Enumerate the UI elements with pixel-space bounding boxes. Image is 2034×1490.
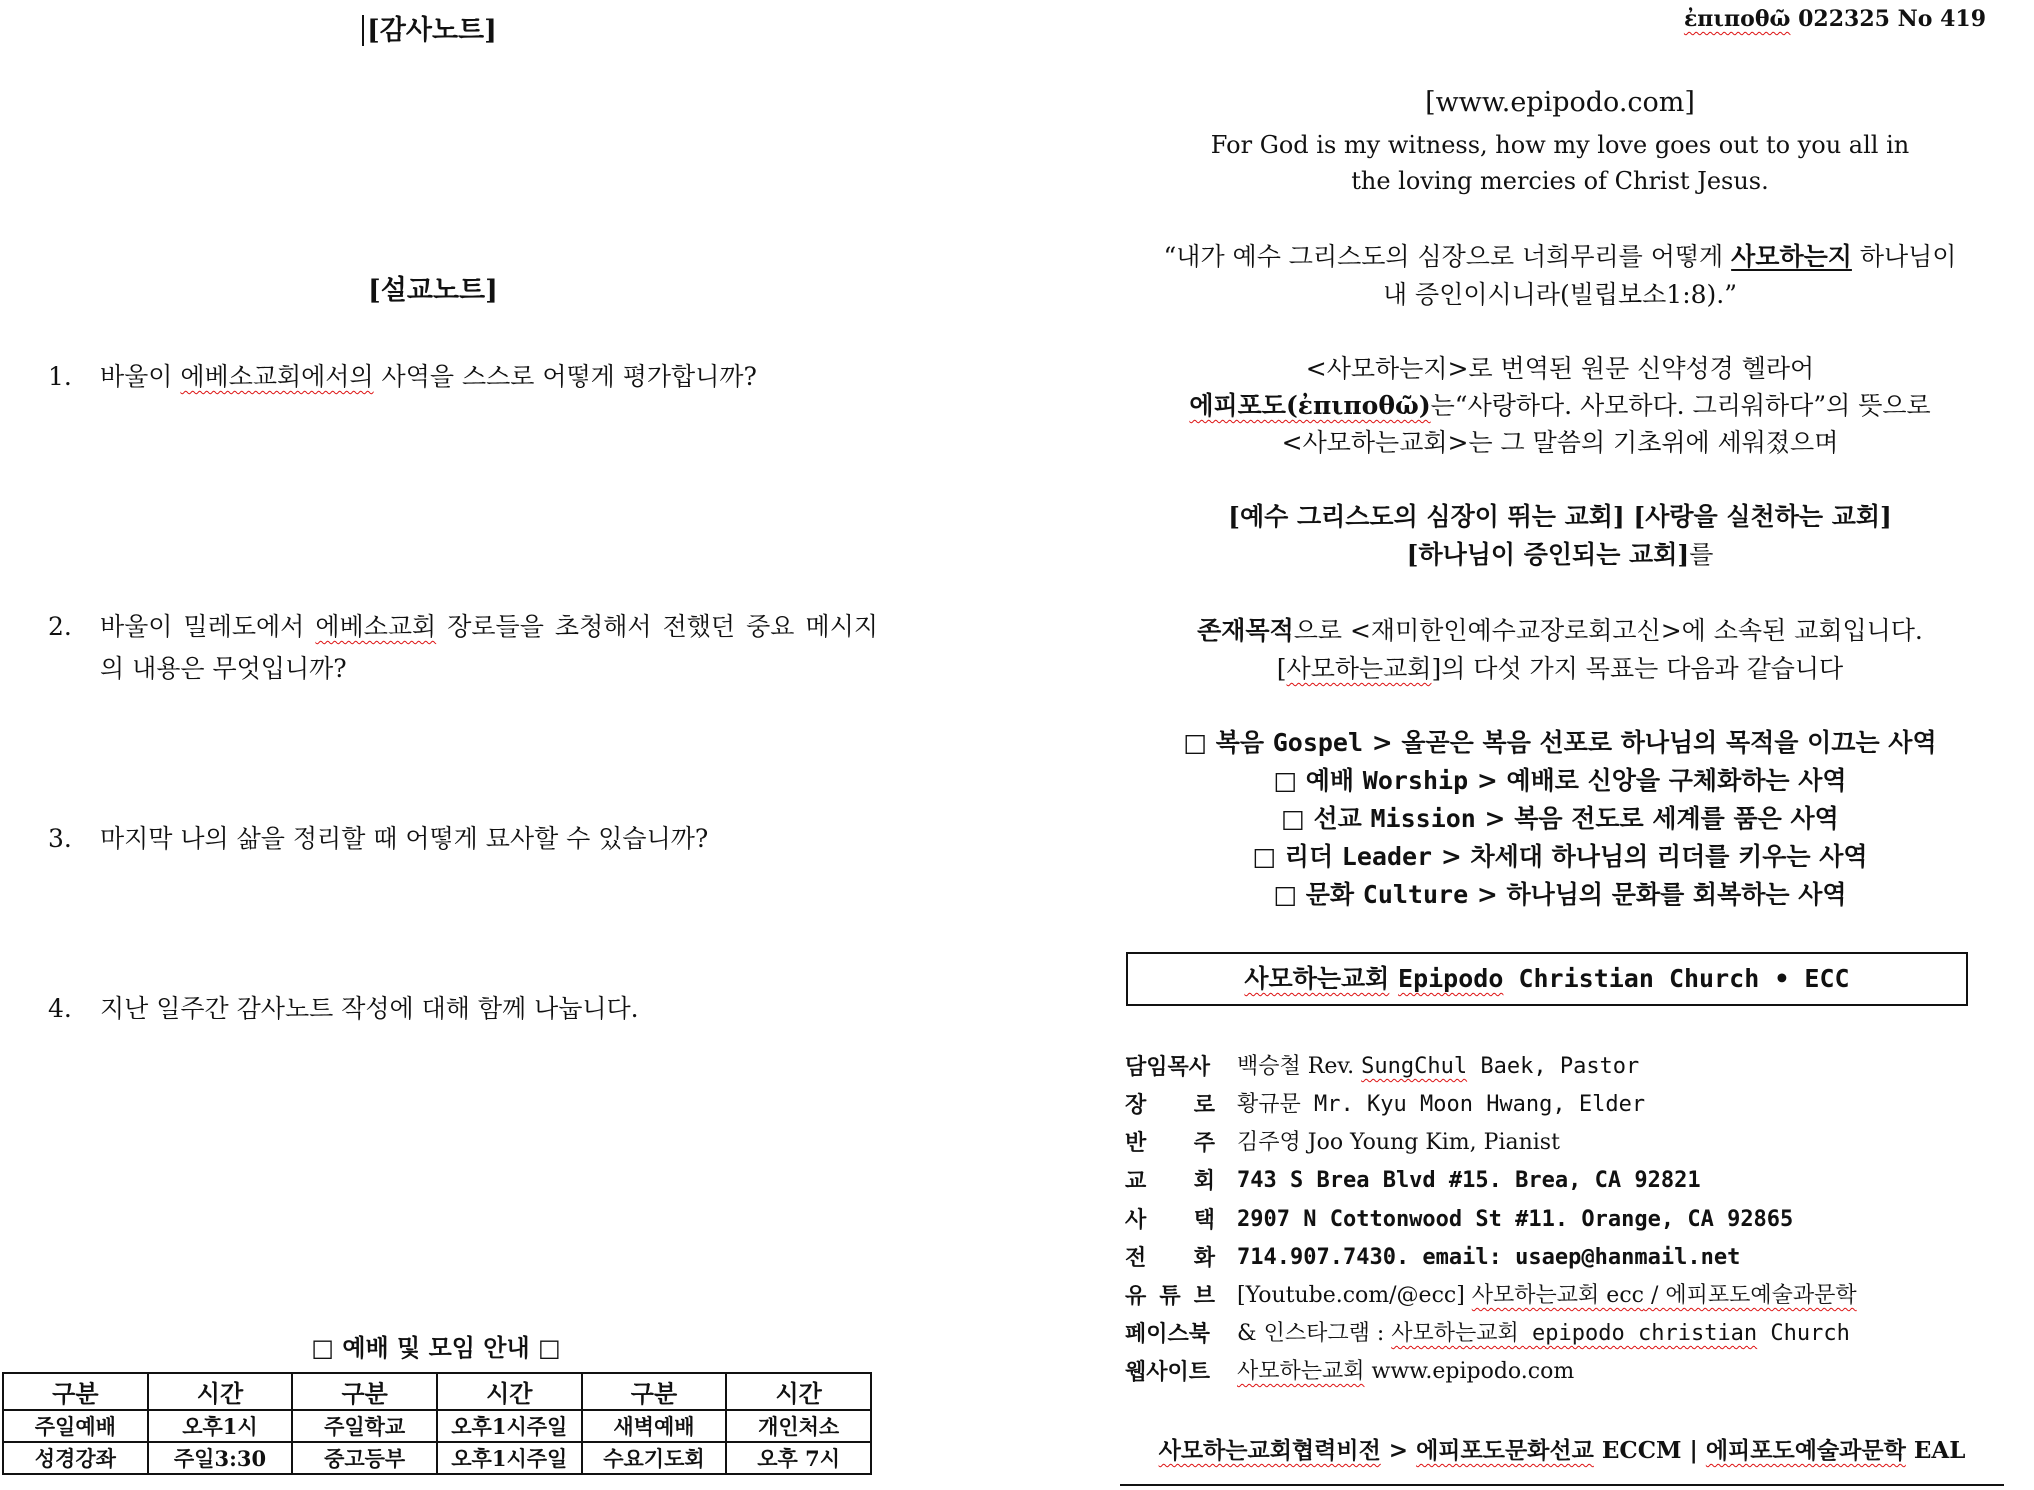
table-cell: 수요기도회 [582,1442,727,1474]
motto-line-1: [예수 그리스도의 심장이 뛰는 교회] [사랑을 실천하는 교회] [1228,502,1892,531]
column-header: 구분 [582,1373,727,1410]
table-cell: 오후1시주일 [437,1442,582,1474]
question-1: 1. 바울이 에베소교회에서의 사역을 스스로 어떻게 평가합니까? [48,362,757,391]
table-cell: 오후1시주일 [437,1410,582,1442]
info-row-church-address: 교 회 743 S Brea Blvd #15. Brea, CA 92821 [1125,1168,1701,1194]
info-row-social: 페이스북 & 인스타그램 : 사모하는교회 epipodo christian Church [1125,1321,1850,1347]
goal-culture: □ 문화 Culture > 하나님의 문화를 회복하는 사역 [1273,880,1847,909]
column-header: 시간 [148,1373,293,1410]
table-cell: 중고등부 [292,1442,437,1474]
table-cell: 개인처소 [726,1410,871,1442]
table-cell: 오후 7시 [726,1442,871,1474]
table-cell: 주일예배 [3,1410,148,1442]
verse-english-line-2: the loving mercies of Christ Jesus. [1351,167,1769,195]
table-cell: 주일3:30 [148,1442,293,1474]
info-row-website: 웹사이트 사모하는교회 www.epipodo.com [1125,1359,1575,1385]
question-2: 2. 바울이 밀레도에서 에베소교회 장로들을 초청해서 전했던 중요 메시지의 내용은 무엇입니까? [48,612,878,683]
column-header: 시간 [437,1373,582,1410]
goal-mission: □ 선교 Mission > 복음 전도로 세계를 품은 사역 [1281,804,1839,833]
question-4: 4. 지난 일주간 감사노트 작성에 대해 함께 나눕니다. [48,994,639,1023]
spell-marked-word: 에베소교회 [315,612,437,641]
verse-english-line-1: For God is my witness, how my love goes out to you all in [1210,131,1910,159]
table-cell: 새벽예배 [582,1410,727,1442]
info-row-pianist: 반 주 김주영 Joo Young Kim, Pianist [1125,1130,1560,1156]
table-header-row [3,1373,871,1410]
info-row-elder: 장 로 황규문 Mr. Kyu Moon Hwang, Elder [1125,1092,1646,1118]
column-header: 구분 [292,1373,437,1410]
goal-gospel: □ 복음 Gospel > 올곧은 복음 선포로 하나님의 목적을 이끄는 사역 [1183,728,1937,757]
footer-divider [1120,1484,2004,1486]
issue-number: ἐπιποθῶ 022325 No 419 [1683,6,1986,32]
gratitude-note-title: [감사노트] [362,8,497,47]
purpose-line-1: 존재목적으로 <재미한인예수교장로회고신>에 소속된 교회입니다. [1197,616,1923,645]
verse-korean-line-2: 내 증인이시니라(빌립보소1:8).” [1382,280,1738,309]
intro-line-2: 에피포도(ἐπιποθῶ)는“사랑하다. 사모하다. 그리워하다”의 뜻으로 [1189,391,1931,420]
column-header: 구분 [3,1373,148,1410]
website-heading: [www.epipodo.com] [1425,87,1695,118]
info-row-pastor: 담임목사 백승철 Rev. SungChul Baek, Pastor [1125,1054,1640,1080]
vision-footer: 사모하는교회협력비전 > 에피포도문화선교 ECCM | 에피포도예술과문학 EAL [1158,1437,1966,1464]
table-cell: 주일학교 [292,1410,437,1442]
goal-leader: □ 리더 Leader > 차세대 하나님의 리더를 키우는 사역 [1252,842,1868,871]
goal-worship: □ 예배 Worship > 예배로 신앙을 구체화하는 사역 [1273,766,1847,795]
question-3: 3. 마지막 나의 삶을 정리할 때 어떻게 묘사할 수 있습니까? [48,824,709,853]
church-name-box: 사모하는교회 Epipodo Christian Church • ECC [1126,952,1968,1006]
schedule-title: □ 예배 및 모임 안내 □ [311,1333,561,1362]
table-cell: 성경강좌 [3,1442,148,1474]
column-header: 시간 [726,1373,871,1410]
intro-line-1: <사모하는지>로 번역된 원문 신약성경 헬라어 [1305,354,1815,383]
info-row-residence-address: 사 택 2907 N Cottonwood St #11. Orange, CA 92865 [1125,1207,1794,1233]
sermon-note-title: [설교노트] [368,275,498,306]
schedule-table [2,1372,872,1475]
verse-korean-line-1: “내가 예수 그리스도의 심장으로 너희무리를 어떻게 사모하는지 하나님이 [1163,242,1957,271]
info-row-youtube: 유 튜 브 [Youtube.com/@ecc] 사모하는교회 ecc / 에피포도예술과문학 [1125,1283,1857,1309]
purpose-line-2: [사모하는교회]의 다섯 가지 목표는 다음과 같습니다 [1276,654,1844,683]
motto-line-2: [하나님이 증인되는 교회]를 [1406,540,1714,569]
table-row [3,1442,871,1474]
table-cell: 오후1시 [148,1410,293,1442]
spell-marked-word: 에베소교회에서의 [180,362,374,391]
intro-line-3: <사모하는교회>는 그 말씀의 기초위에 세워졌으며 [1281,428,1839,457]
info-row-phone-email: 전 화 714.907.7430. email: usaep@hanmail.net [1125,1245,1741,1271]
table-row [3,1410,871,1442]
